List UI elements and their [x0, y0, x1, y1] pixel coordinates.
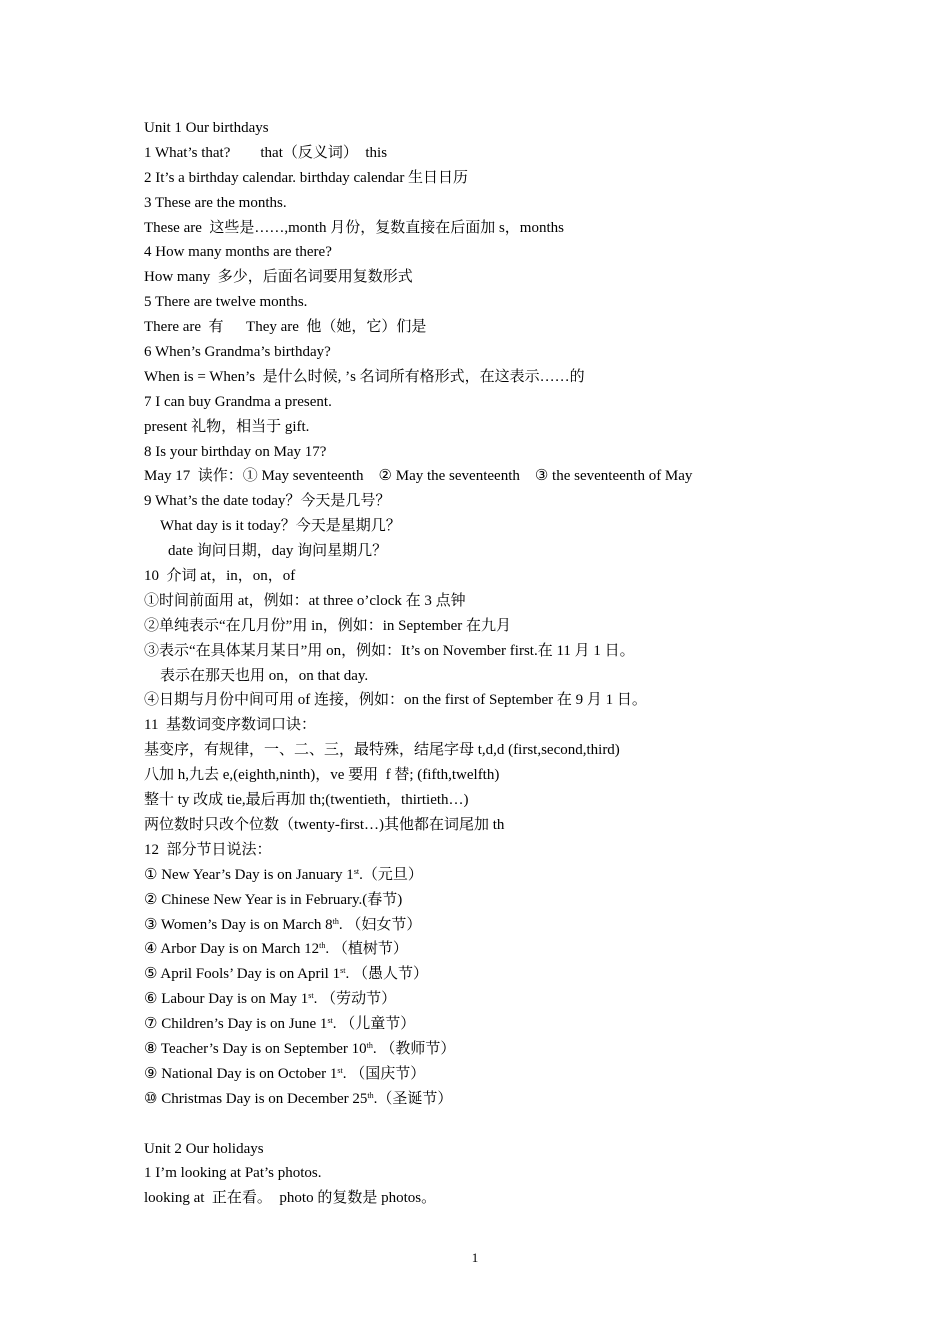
more-line-1: ④日期与月份中间可用 of 连接，例如：on the first of September 在 9 月 1 日。: [144, 692, 647, 709]
unit1-line-12: present 礼物，相当于 gift.: [144, 418, 310, 435]
unit2-line-1: 1 I’m looking at Pat’s photos.: [144, 1165, 322, 1182]
unit1-line-13: 8 Is your birthday on May 17?: [144, 443, 327, 460]
unit1-indented-line-2: date 询问日期，day 询问星期几？: [168, 543, 388, 560]
prep-line-4: ③表示“在具体某月某日”用 on，例如：It’s on November first.在 11 月 1 日。: [144, 642, 635, 659]
holiday-line: ⑦ Children’s Day is on June 1st. （儿童节）: [144, 1016, 416, 1033]
prep-indented-line: 表示在那天也用 on，on that day.: [160, 667, 369, 684]
holiday-line: ④ Arbor Day is on March 12th. （植树节）: [144, 941, 408, 958]
holiday-line: ⑤ April Fools’ Day is on April 1st. （愚人节）: [144, 966, 428, 983]
more-line-7: 12 部分节日说法：: [144, 841, 272, 858]
document-body: [144, 116, 844, 1211]
holiday-line: ⑩ Christmas Day is on December 25th.（圣诞节）: [144, 1090, 453, 1107]
more-line-5: 整十 ty 改成 tie,最后再加 th;(twentieth，thirtieth…): [144, 792, 469, 809]
unit1-line-6: How many 多少，后面名词要用复数形式: [144, 269, 413, 286]
unit1-line-9: 6 When’s Grandma’s birthday?: [144, 344, 331, 361]
holiday-line: ③ Women’s Day is on March 8th. （妇女节）: [144, 916, 422, 933]
unit1-line-10: When is = When’s 是什么时候, ’s 名词所有格形式，在这表示……的: [144, 368, 585, 385]
unit2-line-2: looking at 正在看。 photo 的复数是 photos。: [144, 1190, 437, 1207]
unit1-line-5: 4 How many months are there?: [144, 244, 332, 261]
unit1-title: Unit 1 Our birthdays: [144, 120, 269, 136]
holiday-line: ⑥ Labour Day is on May 1st. （劳动节）: [144, 991, 397, 1008]
unit2-title: Unit 2 Our holidays: [144, 1140, 264, 1157]
more-line-3: 基变序，有规律，一、二、三，最特殊，结尾字母 t,d,d (first,second,third): [144, 742, 620, 759]
more-line-6: 两位数时只改个位数（twenty-first…)其他都在词尾加 th: [144, 816, 505, 833]
holiday-line: ① New Year’s Day is on January 1st.（元旦）: [144, 866, 423, 883]
prep-line-3: ②单纯表示“在几月份”用 in，例如：in September 在九月: [144, 617, 512, 634]
more-line-4: 八加 h,九去 e,(eighth,ninth)，ve 要用 f 替; (fifth,twelfth): [144, 767, 500, 784]
blank-line: [144, 1112, 844, 1137]
holiday-line: ⑧ Teacher’s Day is on September 10th. （教师节）: [144, 1040, 456, 1057]
unit1-line-11: 7 I can buy Grandma a present.: [144, 393, 332, 410]
unit1-line-14: May 17 读作：① May seventeenth ② May the seventeenth ③ the seventeenth of May: [144, 468, 693, 485]
unit1-line-1: 1 What’s that? that（反义词） this: [144, 144, 388, 161]
unit1-line-4: These are 这些是……,month 月份，复数直接在后面加 s，months: [144, 219, 564, 236]
holiday-line: ② Chinese New Year is in February.(春节): [144, 891, 403, 908]
unit1-line-3: 3 These are the months.: [144, 194, 287, 211]
more-line-2: 11 基数词变序数词口诀：: [144, 717, 316, 734]
holiday-line: ⑨ National Day is on October 1st. （国庆节）: [144, 1065, 426, 1082]
prep-line-1: 10 介词 at，in，on，of: [144, 568, 296, 585]
prep-line-2: ①时间前面用 at，例如：at three o’clock 在 3 点钟: [144, 592, 466, 609]
unit1-line-2: 2 It’s a birthday calendar. birthday calendar 生日日历: [144, 169, 469, 186]
unit1-line-7: 5 There are twelve months.: [144, 294, 308, 311]
unit1-indented-line-1: What day is it today？今天是星期几？: [160, 518, 401, 535]
page-number: 1: [471, 1250, 479, 1265]
unit1-line-15: 9 What’s the date today？今天是几号？: [144, 493, 391, 510]
unit1-line-8: There are 有 They are 他（她，它）们是: [144, 319, 427, 336]
